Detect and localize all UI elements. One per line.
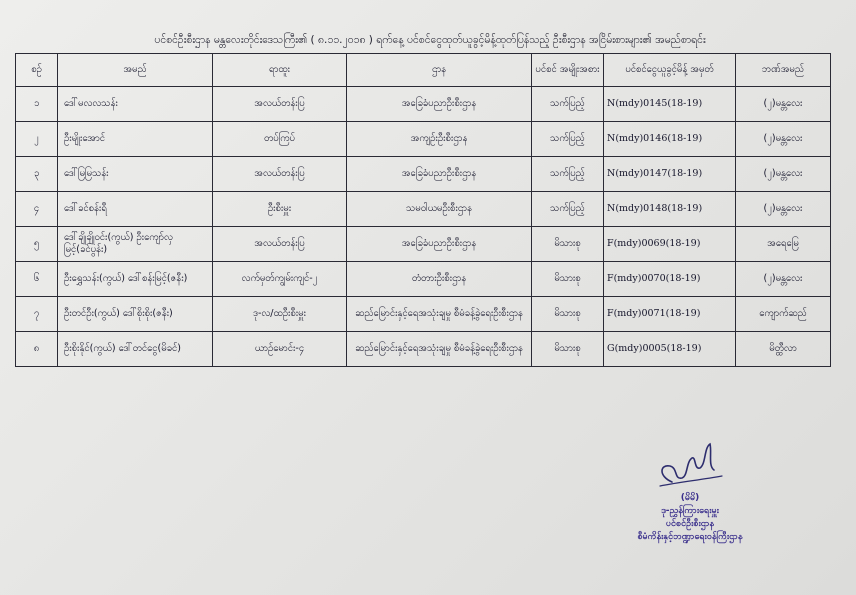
cell-pension-type: သက်ပြည့် xyxy=(532,87,604,122)
cell-no: ၁ xyxy=(16,87,58,122)
cell-no: ၆ xyxy=(16,262,58,297)
header-department: ဌာန xyxy=(347,54,532,87)
table-row xyxy=(16,157,831,192)
cell-name: ဒေါ်မြမြသန်း xyxy=(58,157,213,192)
cell-bank: ကျောက်ဆည် xyxy=(736,297,831,332)
cell-pension-type: မိသားစု xyxy=(532,262,604,297)
cell-rank: တပ်ကြပ် xyxy=(213,122,347,157)
cell-pension-type: သက်ပြည့် xyxy=(532,122,604,157)
cell-bank: မိတ္ထီလာ xyxy=(736,332,831,367)
header-name: အမည် xyxy=(58,54,213,87)
cell-rank: ဦးစီးမှူး xyxy=(213,192,347,227)
cell-department: အခြေခံပညာဦးစီးဌာန xyxy=(347,227,532,262)
cell-pension-type: မိသားစု xyxy=(532,332,604,367)
cell-no: ၈ xyxy=(16,332,58,367)
cell-license-no: F(mdy)0069(18-19) xyxy=(604,227,736,262)
cell-department: သမဝါယမဦးစီးဌာန xyxy=(347,192,532,227)
cell-license-no: G(mdy)0005(18-19) xyxy=(604,332,736,367)
cell-license-no: N(mdy)0148(18-19) xyxy=(604,192,736,227)
table-row xyxy=(16,192,831,227)
table-row xyxy=(16,297,831,332)
cell-no: ၄ xyxy=(16,192,58,227)
cell-license-no: F(mdy)0071(18-19) xyxy=(604,297,736,332)
table-row xyxy=(16,332,831,367)
cell-bank: (၂)မန္တလေး xyxy=(736,122,831,157)
cell-department: ဆည်မြောင်းနှင့်ရေအသုံးချမှု စီမံခန့်ခွဲရေးဦးစီးဌာန xyxy=(347,297,532,332)
cell-name: ဦးစိုးနိုင်(ကွယ်) ဒေါ်တင်ငွေ(မိခင်) xyxy=(58,332,213,367)
cell-name: ဦးတင်ဦး(ကွယ်) ဒေါ်စိုးစိုး(ဇနီး) xyxy=(58,297,213,332)
table-header-row xyxy=(16,54,831,87)
cell-bank: (၂)မန္တလေး xyxy=(736,192,831,227)
signature-line-2: ဒု-ညွှန်ကြားရေးမှူး xyxy=(661,506,719,516)
cell-no: ၅ xyxy=(16,227,58,262)
cell-pension-type: မိသားစု xyxy=(532,227,604,262)
cell-department: အခြေခံပညာဦးစီးဌာန xyxy=(347,87,532,122)
cell-department: အခြေခံပညာဦးစီးဌာန xyxy=(347,157,532,192)
table-row xyxy=(16,227,831,262)
cell-name: ဦးရွှေသန်း(ကွယ်) ဒေါ်စန်းမြင့်(ဇနီး) xyxy=(58,262,213,297)
cell-bank: (၂)မန္တလေး xyxy=(736,262,831,297)
cell-pension-type: သက်ပြည့် xyxy=(532,157,604,192)
handwritten-signature xyxy=(560,440,820,500)
cell-rank: အလယ်တန်းပြ xyxy=(213,157,347,192)
pension-table xyxy=(15,53,831,367)
cell-rank: အလယ်တန်းပြ xyxy=(213,227,347,262)
cell-no: ၂ xyxy=(16,122,58,157)
cell-bank: (၂)မန္တလေး xyxy=(736,157,831,192)
cell-department: တံတားဦးစီးဌာန xyxy=(347,262,532,297)
header-rank: ရာထူး xyxy=(213,54,347,87)
cell-no: ၃ xyxy=(16,157,58,192)
cell-department: ဆည်မြောင်းနှင့်ရေအသုံးချမှု စီမံခန့်ခွဲရေးဦးစီးဌာန xyxy=(347,332,532,367)
cell-name: ဦးမျိုးအောင် xyxy=(58,122,213,157)
signature-block xyxy=(560,440,820,560)
cell-bank: (၂)မန္တလေး xyxy=(736,87,831,122)
cell-rank: အလယ်တန်းပြ xyxy=(213,87,347,122)
cell-license-no: N(mdy)0145(18-19) xyxy=(604,87,736,122)
cell-license-no: F(mdy)0070(18-19) xyxy=(604,262,736,297)
table-row xyxy=(16,122,831,157)
cell-no: ၇ xyxy=(16,297,58,332)
cell-department: အကျဉ်းဦးစီးဌာန xyxy=(347,122,532,157)
header-no: စဉ် xyxy=(16,54,58,87)
cell-rank: ယာဉ်မောင်း-၄ xyxy=(213,332,347,367)
signature-line-3: ပင်စင်ဦးစီးဌာန xyxy=(665,519,715,529)
signature-line-1: (မိမိ) xyxy=(680,493,700,503)
cell-pension-type: သက်ပြည့် xyxy=(532,192,604,227)
cell-pension-type: မိသားစု xyxy=(532,297,604,332)
cell-license-no: N(mdy)0147(18-19) xyxy=(604,157,736,192)
document-title: ပင်စင်ဦးစီးဌာန မန္တလေးတိုင်းဒေသကြီး၏ ( ၈.၁၁.၂၀၁၈ ) ရက်နေ့ ပင်စင်ငွေထုတ်ယူခွင့်မိန့်ထုတ်ပြန်သည့် ဦးစီးဌာန အငြိမ်းစားများ၏ အမည်စာရင်း xyxy=(154,34,706,46)
cell-rank: ဒု-လ/ထဦးစီးမှူး xyxy=(213,297,347,332)
cell-bank: အရေမြေ xyxy=(736,227,831,262)
table-row xyxy=(16,87,831,122)
cell-name: ဒေါ်မလလသန်း xyxy=(58,87,213,122)
cell-name: ဒေါ်ခင်စန်းရီ xyxy=(58,192,213,227)
cell-license-no: N(mdy)0146(18-19) xyxy=(604,122,736,157)
cell-rank: လက်မှတ်ကျွမ်းကျင်-၂ xyxy=(213,262,347,297)
header-pension-type: ပင်စင် အမျိုးအစား xyxy=(532,54,604,87)
table-row xyxy=(16,262,831,297)
header-bank: ဘဏ်အမည် xyxy=(736,54,831,87)
cell-name: ဒေါ်ချိုချိုဝင်း(ကွယ်) ဦးကျော်လှမြင့်(ခင်ပွန်း) xyxy=(58,227,213,262)
signature-line-4: စီမံကိန်းနှင့်ဘဏ္ဍာရေးဝန်ကြီးဌာန xyxy=(637,532,743,542)
header-license-no: ပင်စင်ငွေယူခွင့်မိန့် အမှတ် xyxy=(604,54,736,87)
